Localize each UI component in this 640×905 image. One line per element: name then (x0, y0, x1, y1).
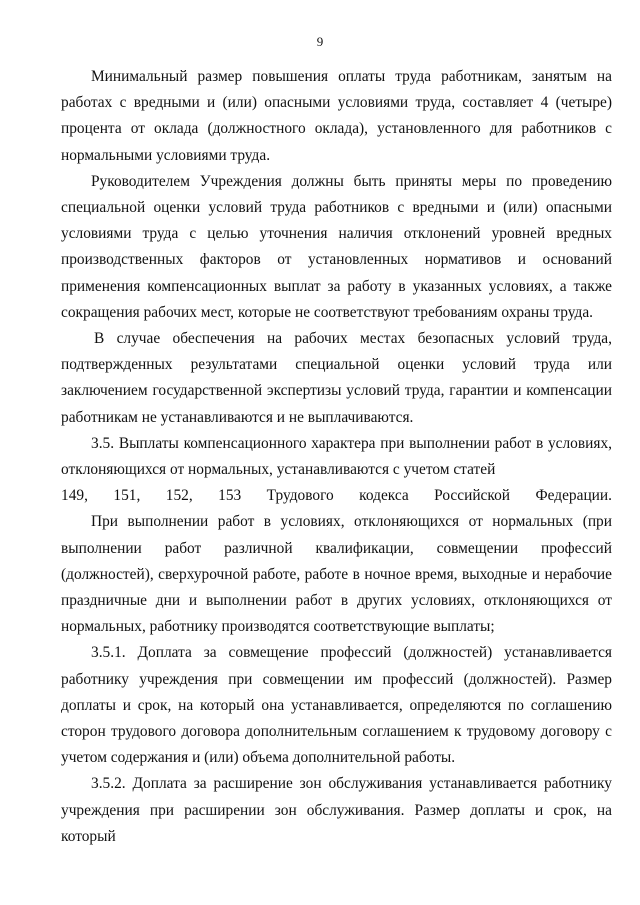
paragraph-section-3-5-1: 3.5.1. Доплата за совмещение профессий (должностей) устанавливается работнику учреждения при совмещении им профессий (должностей). Размер доплаты и срок, на который она устанавливается, определяются по соглашению сторон трудового договора дополнительным соглашением к трудовому договору с учетом содержания и (или) объема дополнительной работы. (61, 644, 612, 767)
paragraph-section-3-5-2: 3.5.2. Доплата за расширение зон обслуживания устанавливается работнику учреждения при расширении зон обслуживания. Размер доплаты и срок, на который (61, 775, 612, 845)
paragraph-section-3-5-articles: 149, 151, 152, 153 Трудового кодекса Российской Федерации. (61, 487, 612, 505)
paragraph-section-3-5: 3.5. Выплаты компенсационного характера при выполнении работ в условиях, отклоняющихся от нормальных, устанавливаются с учетом статей (61, 434, 612, 479)
paragraph-min-raise: Минимальный размер повышения оплаты труда работникам, занятым на работах с вредными и (или) опасными условиями труда, составляет 4 (четыре) процента от оклада (должностного оклада), установленного для работников с нормальными условиями труда. (61, 68, 612, 164)
paragraph-deviating-conditions: При выполнении работ в условиях, отклоняющихся от нормальных (при выполнении работ различной квалификации, совмещении профессий (должностей), сверхурочной работе, работе в ночное время, выходные и нерабочие праздничные дни и выполнении работ в других условиях, отклоняющихся от нормальных, работнику производятся соответствующие выплаты; (61, 513, 612, 636)
paragraph-special-assessment: Руководителем Учреждения должны быть приняты меры по проведению специальной оценки условий труда работников с вредными и (или) опасными условиями труда с целью уточнения наличия отклонений уровней вредных производственных факторов от установленных нормативов и оснований применения компенсационных выплат за работу в указанных условиях, а также сокращения рабочих мест, которые не соответствуют требованиям охраны труда. (61, 172, 612, 321)
page-number: 9 (316, 34, 324, 49)
paragraph-safe-conditions: В случае обеспечения на рабочих местах безопасных условий труда, подтвержденных результатами специальной оценки условий труда или заключением государственной экспертизы условий труда, гарантии и компенсации работникам не устанавливаются и не выплачиваются. (61, 330, 612, 426)
document-body (61, 64, 612, 850)
